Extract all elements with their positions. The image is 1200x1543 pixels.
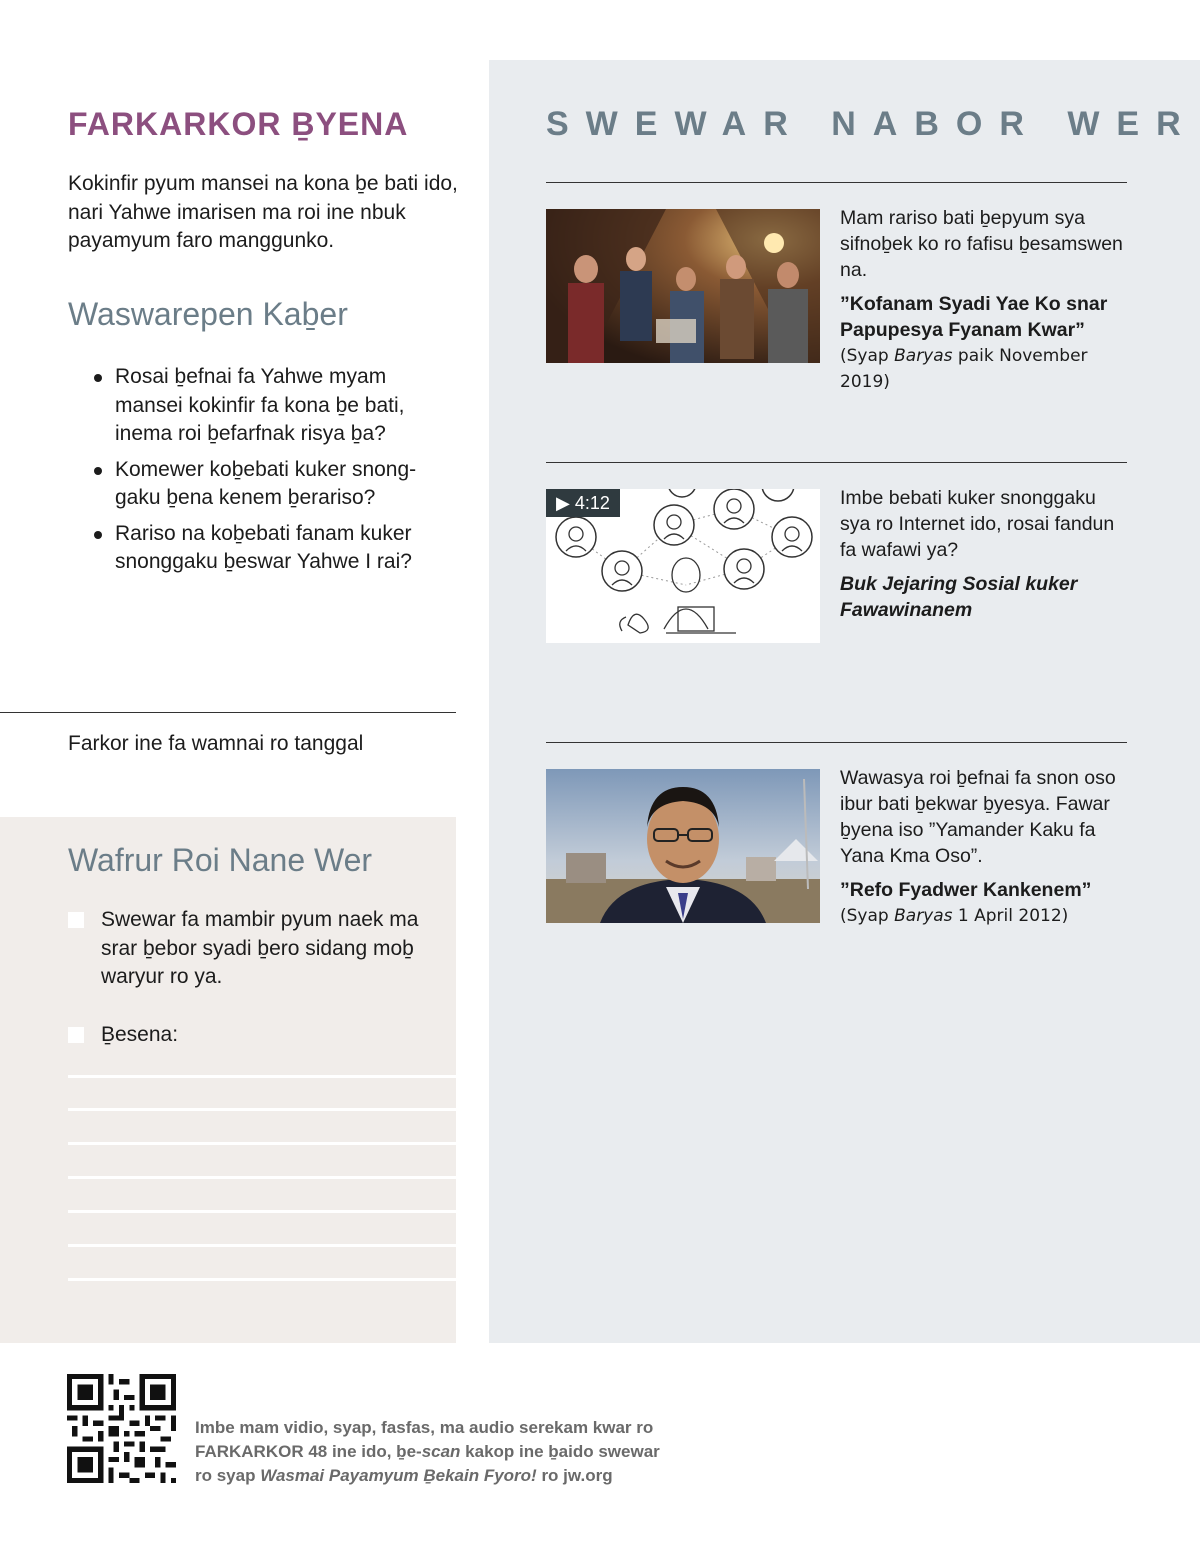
divider — [0, 712, 456, 713]
goal-text: Swewar fa mambir pyum naek ma srar ḇebor syadi ḇero sidang moḇ waryur ro ya. — [101, 908, 419, 988]
item-1-description: Mam rariso bati ḇepyum sya sifnoḇek ko ro fafisu ḇesamswen na. — [840, 207, 1123, 281]
review-heading: Waswarepen Kaḇer — [68, 296, 348, 332]
social-network-video-thumbnail[interactable] — [546, 489, 820, 643]
right-section-title: SWEWAR NABOR WER — [546, 105, 1198, 143]
goal-checkbox[interactable] — [68, 912, 84, 928]
goal-checkbox[interactable] — [68, 1027, 84, 1043]
writing-line[interactable] — [68, 1075, 456, 1078]
item-2-title[interactable]: Buk Jejaring Sosial kuker Fawawinanem — [840, 573, 1078, 621]
date-label: Farkor ine fa wamnai ro tanggal — [68, 732, 364, 755]
review-question: Komewer koḇebati kuker snonggaku ḇena kenem ḇerariso? — [93, 456, 453, 513]
writing-line[interactable] — [68, 1108, 456, 1111]
writing-line[interactable] — [68, 1142, 456, 1145]
video-duration-badge — [546, 489, 620, 517]
play-icon: ▶ — [556, 493, 570, 513]
item-3-reference: (Syap Baryas 1 April 2012) — [840, 906, 1069, 926]
goals-box — [0, 817, 456, 1343]
item-2-description: Imbe bebati kuker snonggaku sya ro Internet ido, rosai fandun fa wafawi ya? — [840, 487, 1115, 561]
goal-other-label: Ḇesena: — [101, 1023, 179, 1046]
item-1-text — [840, 205, 1130, 395]
review-question: Rariso na koḇebati fanam kuker snonggaku ḇeswar Yahwe I rai? — [93, 520, 453, 577]
writing-line[interactable] — [68, 1176, 456, 1179]
item-3-title[interactable]: ”Refo Fyadwer Kankenem” — [840, 879, 1092, 901]
section-title: FARKARKOR ḆYENA — [68, 106, 409, 142]
divider — [546, 182, 1127, 183]
writing-line[interactable] — [68, 1278, 456, 1281]
divider — [546, 462, 1127, 463]
goals-heading: Wafrur Roi Nane Wer — [68, 842, 373, 878]
divider — [546, 742, 1127, 743]
item-3-text — [840, 765, 1130, 929]
man-portrait-photo[interactable] — [546, 769, 820, 923]
footer-note: Imbe mam vidio, syap, fasfas, ma audio serekam kwar ro FARKARKOR 48 ine ido, ḇe-scan kakop ine ḇaido swewar ro syap Wasmai Payamyum Ḇekain Fyoro! ro jw.org — [195, 1418, 660, 1485]
qr-code[interactable] — [67, 1374, 176, 1483]
item-1-reference: (Syap Baryas paik November 2019) — [840, 346, 1088, 392]
item-2-text — [840, 485, 1130, 623]
writing-line[interactable] — [68, 1210, 456, 1213]
item-1-title[interactable]: ”Kofanam Syadi Yae Ko snar Papupesya Fyanam Kwar” — [840, 293, 1108, 341]
intro-paragraph: Kokinfir pyum mansei na kona ḇe bati ido, nari Yahwe imarisen ma roi ine nbuk payamyum faro manggunko. — [68, 172, 458, 252]
video-duration: 4:12 — [574, 493, 610, 513]
review-question: Rosai ḇefnai fa Yahwe myam mansei kokinfir fa kona ḇe bati, inema roi ḇefarfnak risya ḇa? — [93, 363, 453, 449]
writing-line[interactable] — [68, 1244, 456, 1247]
review-questions-list — [93, 363, 453, 584]
item-3-description: Wawasya roi ḇefnai fa snon oso ibur bati ḇekwar ḇyesya. Fawar ḇyena iso ”Yamander Kaku fa Yana Kma Oso”. — [840, 767, 1116, 867]
attic-meeting-photo[interactable] — [546, 209, 820, 363]
